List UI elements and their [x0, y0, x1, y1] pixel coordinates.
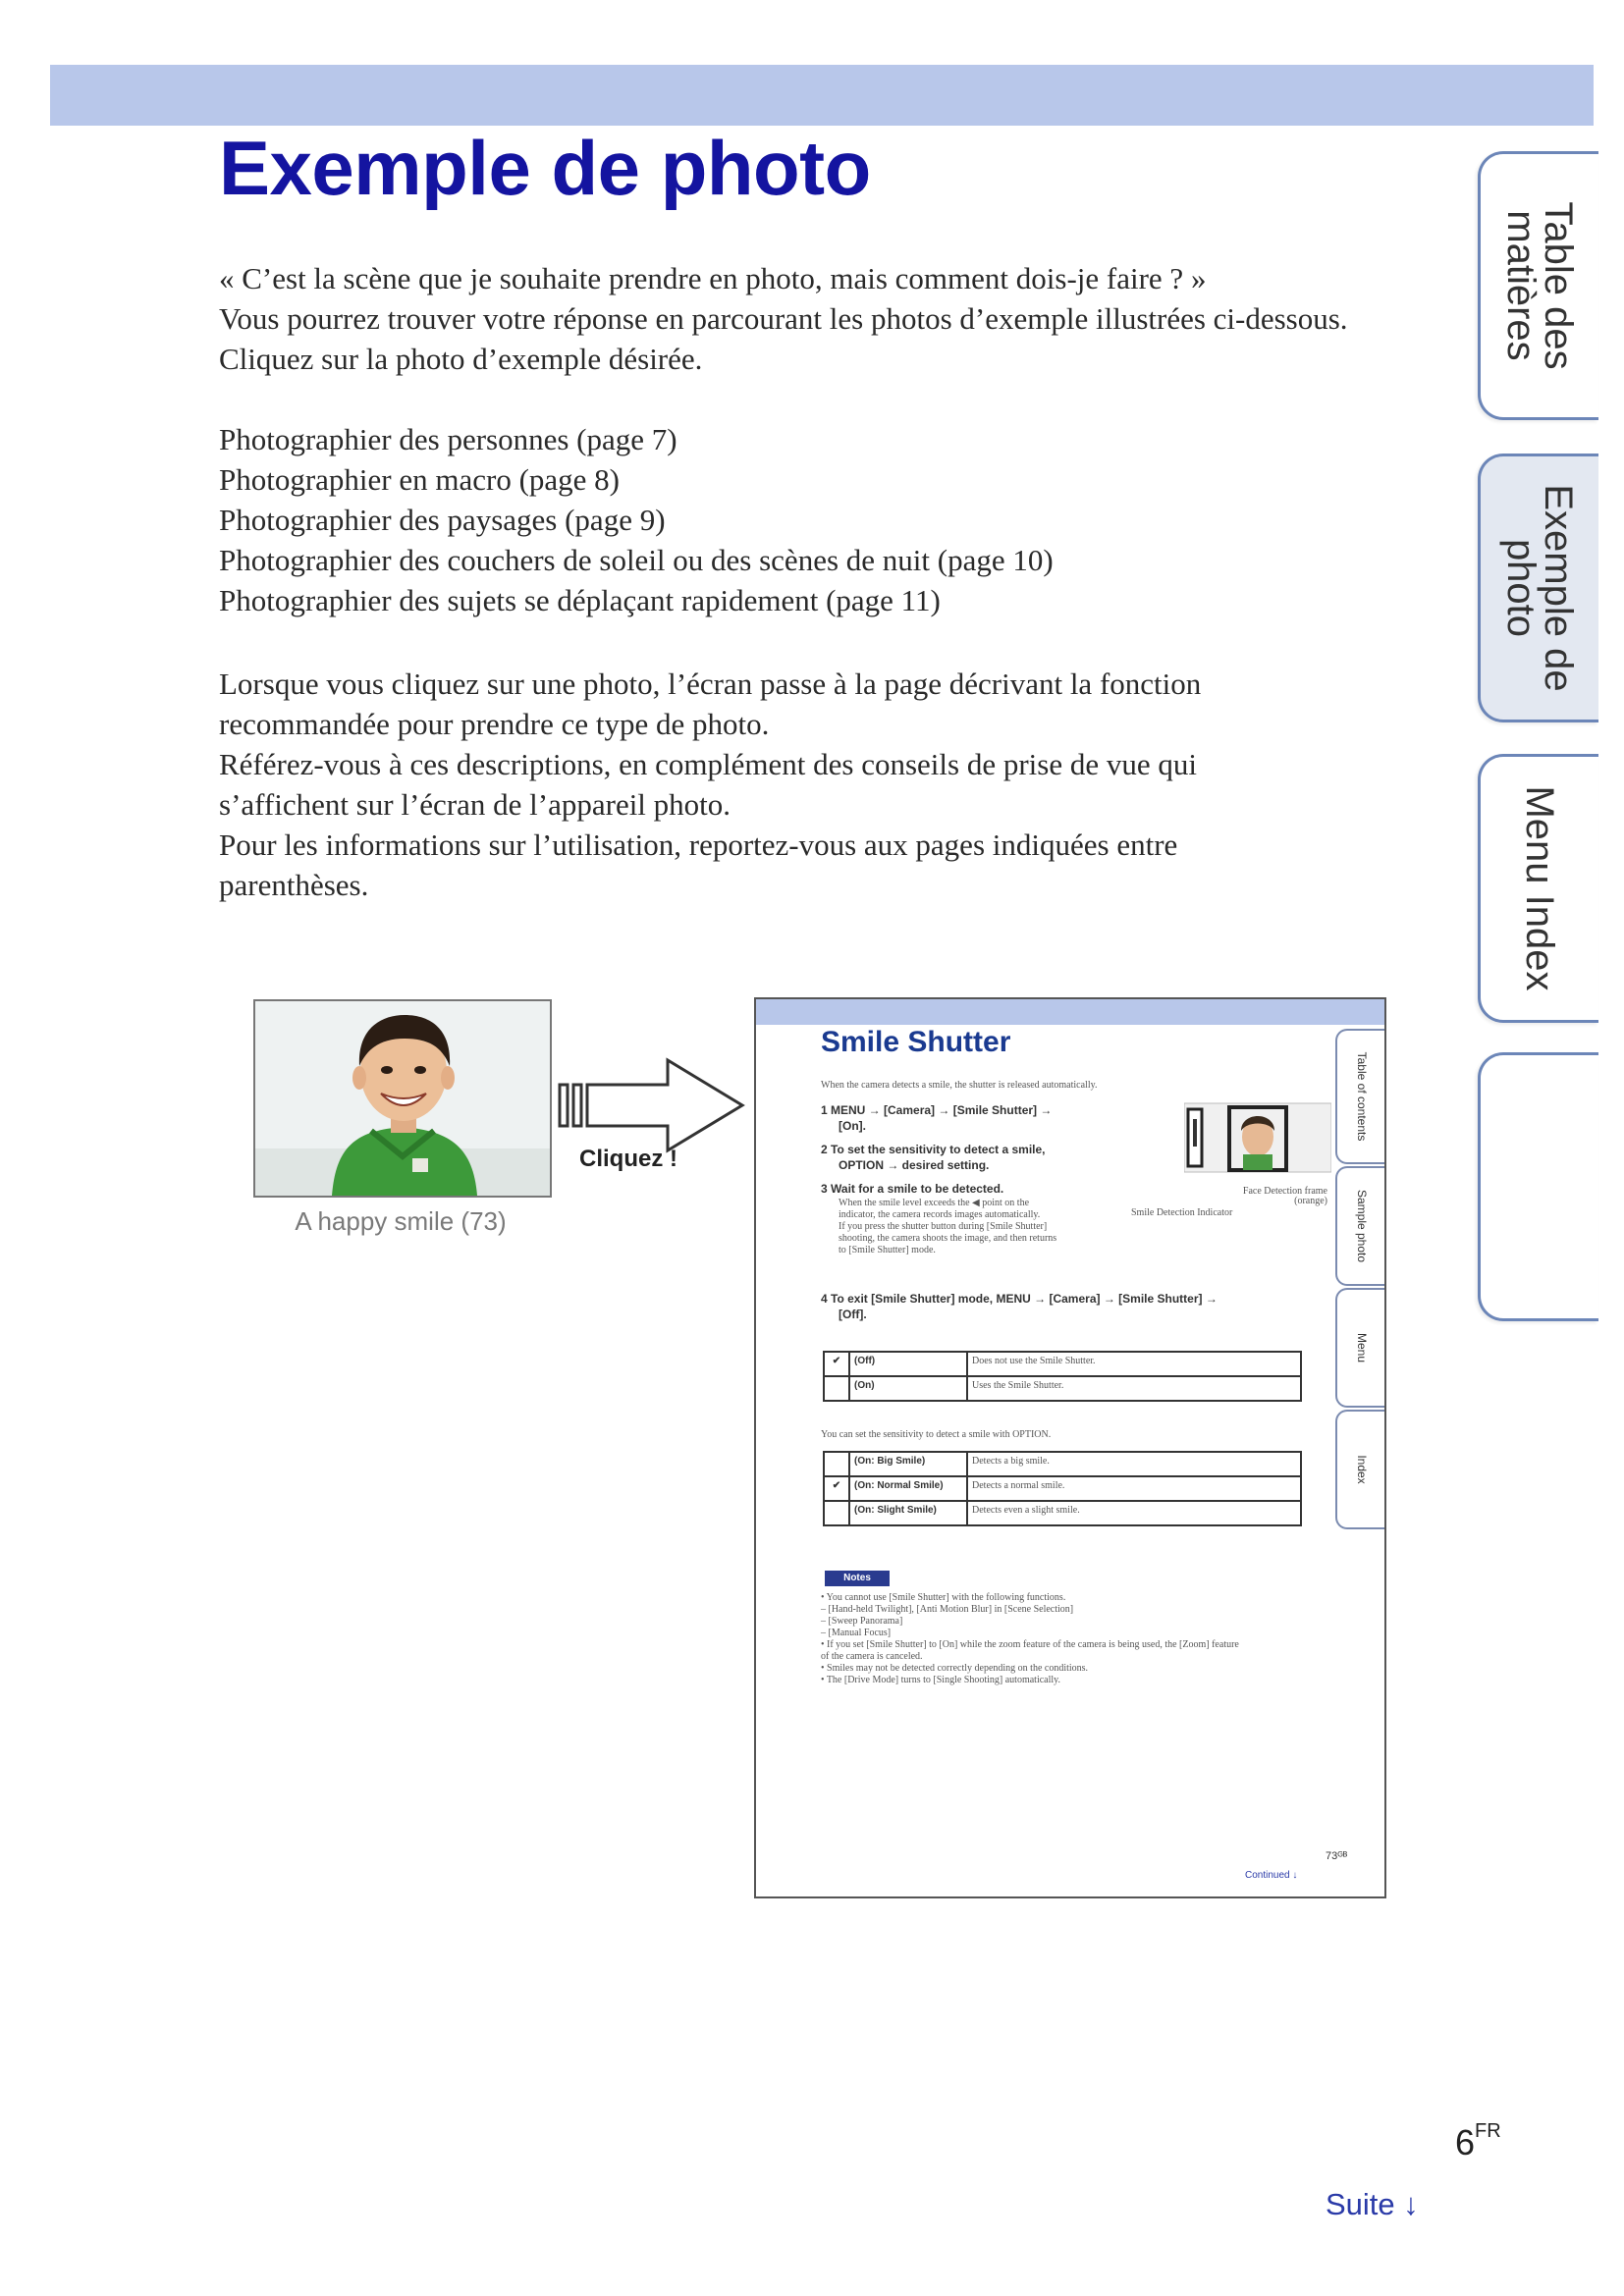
mini-tab-label: Menu [1355, 1332, 1369, 1363]
table-cell: (On: Big Smile) [849, 1452, 967, 1476]
tab-menu-index[interactable] [1478, 754, 1598, 1023]
mini-tab-label: Index [1355, 1455, 1369, 1484]
tab-exemple-de-photo[interactable] [1478, 454, 1598, 722]
table-cell: ✔ [824, 1476, 849, 1501]
explanation-p2: Référez-vous à ces descriptions, en complément des conseils de prise de vue qui s’affichent sur l’écran de l’appareil photo. [219, 747, 1197, 822]
mini-step-2: 2 To set the sensitivity to detect a smile, [821, 1143, 1046, 1156]
mini-note: • Smiles may not be detected correctly depending on the conditions. [821, 1663, 1089, 1674]
mini-step-4b: [Off]. [839, 1308, 867, 1321]
mini-step-4: 4 To exit [Smile Shutter] mode, MENU → [Camera] → [Smile Shutter] → [821, 1292, 1218, 1306]
table-row [824, 1452, 1301, 1476]
tab-empty[interactable] [1478, 1052, 1598, 1321]
header-bar [50, 65, 1594, 126]
intro-text [219, 258, 1397, 379]
mini-note: • The [Drive Mode] turns to [Single Shooting] automatically. [821, 1675, 1061, 1685]
mini-step-3-d1: When the smile level exceeds the ◀ point on the [839, 1198, 1030, 1208]
mini-notes-badge: Notes [825, 1571, 890, 1586]
mini-indicator-label: Smile Detection Indicator [1131, 1207, 1233, 1218]
mini-header-bar [756, 999, 1384, 1025]
mini-face-frame-label-2: (orange) [1294, 1196, 1327, 1206]
intro-line-1: « C’est la scène que je souhaite prendre en photo, mais comment dois-je faire ? » [219, 261, 1207, 295]
example-photo-happy-smile[interactable] [253, 999, 552, 1198]
mini-table-mode [823, 1351, 1302, 1402]
camera-screen-illustration [1184, 1101, 1331, 1180]
page-number [1455, 2122, 1501, 2163]
mini-step-2b: OPTION → desired setting. [839, 1158, 990, 1172]
example-links-list [219, 419, 1397, 620]
page-number-value: 6 [1455, 2122, 1476, 2163]
mini-page-number: 73ᴳᴮ [1326, 1850, 1348, 1862]
mini-table-sensitivity [823, 1451, 1302, 1526]
mini-step-3: 3 Wait for a smile to be detected. [821, 1182, 1004, 1196]
table-cell: Detects even a slight smile. [967, 1501, 1301, 1525]
mini-note: of the camera is canceled. [821, 1651, 923, 1662]
mini-continued: Continued ↓ [1245, 1870, 1298, 1881]
mini-tab-toc [1335, 1029, 1386, 1164]
table-cell: (On) [849, 1376, 967, 1401]
table-row [824, 1476, 1301, 1501]
mini-tab-label: Table of contents [1355, 1051, 1369, 1142]
target-page-preview[interactable] [754, 997, 1386, 1898]
link-couchers-soleil[interactable]: Photographier des couchers de soleil ou des scènes de nuit (page 10) [219, 543, 1054, 577]
mini-note: • If you set [Smile Shutter] to [On] while the zoom feature of the camera is being used, the [Zoom] feature [821, 1639, 1239, 1650]
link-paysages[interactable]: Photographier des paysages (page 9) [219, 503, 666, 537]
mini-step-3-d4: shooting, the camera shoots the image, and then returns [839, 1233, 1057, 1244]
table-cell: ✔ [824, 1352, 849, 1376]
table-cell: Detects a normal smile. [967, 1476, 1301, 1501]
tab-label-toc: Table des matières [1499, 201, 1580, 370]
table-cell [824, 1376, 849, 1401]
mini-step-3-d5: to [Smile Shutter] mode. [839, 1245, 936, 1255]
mini-note: – [Manual Focus] [821, 1628, 892, 1638]
mini-note: • You cannot use [Smile Shutter] with the following functions. [821, 1592, 1066, 1603]
mini-tab-label: Sample photo [1355, 1189, 1369, 1263]
link-personnes[interactable]: Photographier des personnes (page 7) [219, 422, 677, 456]
table-cell: (Off) [849, 1352, 967, 1376]
explanation-p1: Lorsque vous cliquez sur une photo, l’écran passe à la page décrivant la fonction recommandée pour prendre ce type de photo. [219, 667, 1202, 741]
page-number-suffix: FR [1475, 2120, 1501, 2142]
mini-tab-menu [1335, 1288, 1386, 1408]
click-label: Cliquez ! [579, 1146, 677, 1172]
table-cell [824, 1501, 849, 1525]
photo-caption[interactable]: A happy smile (73) [295, 1206, 507, 1236]
table-cell [824, 1452, 849, 1476]
mini-note: – [Hand-held Twilight], [Anti Motion Blur] in [Scene Selection] [821, 1604, 1074, 1615]
mini-sensitivity-text: You can set the sensitivity to detect a smile with OPTION. [821, 1429, 1052, 1440]
table-cell: Detects a big smile. [967, 1452, 1301, 1476]
tab-label-menu-index: Menu Index [1518, 785, 1561, 991]
mini-step-3-d2: indicator, the camera records images automatically. [839, 1209, 1041, 1220]
tab-table-des-matieres[interactable] [1478, 151, 1598, 420]
mini-tab-index [1335, 1410, 1386, 1529]
mini-title: Smile Shutter [821, 1026, 1011, 1058]
table-cell: Uses the Smile Shutter. [967, 1376, 1301, 1401]
table-cell: (On: Slight Smile) [849, 1501, 967, 1525]
explanation-p3: Pour les informations sur l’utilisation, reportez-vous aux pages indiquées entre parenthèses. [219, 828, 1178, 902]
mini-step-1b: [On]. [839, 1119, 866, 1133]
page-title: Exemple de photo [219, 125, 871, 211]
mini-tab-sample [1335, 1166, 1386, 1286]
table-row [824, 1376, 1301, 1401]
table-row [824, 1501, 1301, 1525]
link-macro[interactable]: Photographier en macro (page 8) [219, 462, 621, 497]
table-cell: Does not use the Smile Shutter. [967, 1352, 1301, 1376]
explanation-text [219, 664, 1397, 905]
table-row [824, 1352, 1301, 1376]
mini-note: – [Sweep Panorama] [821, 1616, 903, 1627]
link-sujets-rapides[interactable]: Photographier des sujets se déplaçant rapidement (page 11) [219, 583, 941, 617]
mini-step-1: 1 MENU → [Camera] → [Smile Shutter] → [821, 1103, 1053, 1117]
mini-intro: When the camera detects a smile, the shutter is released automatically. [821, 1080, 1098, 1091]
intro-line-2: Vous pourrez trouver votre réponse en parcourant les photos d’exemple illustrées ci-dessous. Cliquez sur la photo d’exemple désirée. [219, 301, 1348, 376]
mini-step-3-d3: If you press the shutter button during [Smile Shutter] [839, 1221, 1048, 1232]
table-cell: (On: Normal Smile) [849, 1476, 967, 1501]
tab-label-example: Exemple de photo [1499, 484, 1580, 692]
suite-link[interactable]: Suite ↓ [1326, 2187, 1419, 2221]
mini-face-frame-label: Face Detection frame [1242, 1186, 1327, 1197]
child-photo-illustration [255, 1001, 550, 1196]
